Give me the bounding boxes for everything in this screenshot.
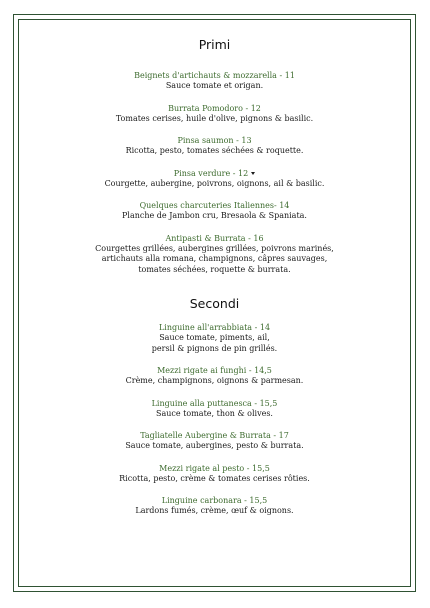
item-description: Lardons fumés, crème, œuf & oignons.: [135, 506, 294, 515]
menu-item: [18, 463, 411, 485]
section-title-secondi: Secondi: [189, 296, 240, 311]
item-name-text: Pinsa verdure - 12: [173, 168, 249, 178]
item-name: Linguine all'arrabbiata - 14: [158, 323, 271, 332]
item-description: Ricotta, pesto, crème & tomates cerises rôties.: [119, 473, 310, 483]
section-primi: [18, 19, 411, 275]
menu-item: [18, 365, 411, 387]
item-description: Courgettes grillées, aubergines grillées, poivrons marinés,: [95, 243, 334, 253]
menu-item: [18, 430, 411, 452]
item-description: artichauts alla romana, champignons, câpres sauvages,: [101, 254, 328, 263]
menu-item: [18, 168, 411, 190]
item-name: Linguine carbonara - 15,5: [161, 496, 268, 505]
item-description: Tomates cerises, huile d'olive, pignons & basilic.: [115, 113, 314, 123]
menu-item: [18, 322, 411, 354]
item-name: Beignets d'artichauts & mozzarella - 11: [134, 71, 295, 80]
item-description: Sauce tomate, thon & olives.: [156, 408, 273, 418]
item-name: Antipasti & Burrata - 16: [165, 233, 264, 243]
menu-item: [18, 70, 411, 92]
menu-item: [18, 103, 411, 125]
item-name: [18, 168, 411, 179]
menu-item: [18, 398, 411, 420]
section-title-primi: Primi: [198, 37, 231, 52]
item-description: Crème, champignons, oignons & parmesan.: [125, 376, 304, 385]
item-description: Ricotta, pesto, tomates séchées & roquette.: [125, 146, 304, 155]
section-secondi: [18, 275, 411, 517]
item-name: Mezzi rigate al pesto - 15,5: [159, 463, 270, 473]
item-description: Planche de Jambon cru, Bresaola & Spaniata.: [122, 211, 307, 220]
item-name: Pinsa saumon - 13: [177, 136, 252, 145]
item-name: Quelques charcuteries Italiennes- 14: [139, 201, 290, 210]
item-description: Sauce tomate, aubergines, pesto & burrata.: [125, 441, 304, 450]
item-description: Sauce tomate, piments, ail,: [159, 333, 270, 342]
menu-item: [18, 135, 411, 157]
menu-item: [18, 495, 411, 517]
item-description: persil & pignons de pin grillés.: [151, 343, 278, 353]
menu-content: [18, 19, 411, 517]
menu-item: [18, 200, 411, 222]
item-name: Tagliatelle Aubergine & Burrata - 17: [140, 431, 289, 440]
item-description: tomates séchées, roquette & burrata.: [138, 264, 291, 274]
item-description: Sauce tomate et origan.: [165, 81, 264, 90]
item-name: Burrata Pomodoro - 12: [168, 103, 261, 113]
item-name: Mezzi rigate ai funghi - 14,5: [157, 366, 272, 375]
arrow-icon: [251, 172, 255, 175]
item-name: Linguine alla puttanesca - 15,5: [151, 398, 278, 408]
menu-item: [18, 233, 411, 276]
item-description: Courgette, aubergine, poivrons, oignons, ail & basilic.: [104, 178, 325, 188]
